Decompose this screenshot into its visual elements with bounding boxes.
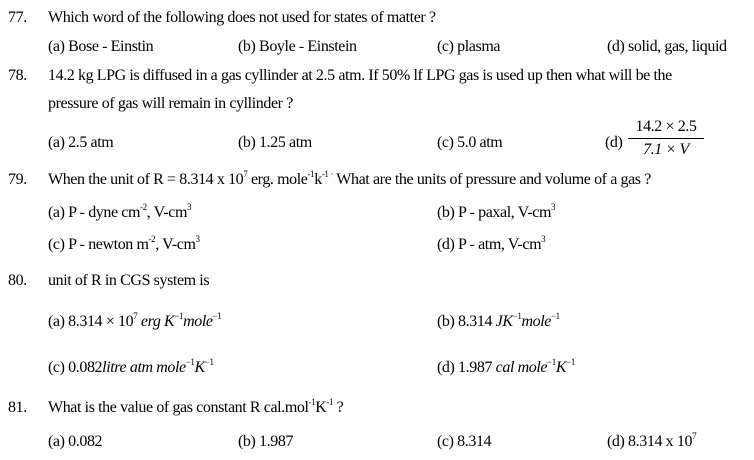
option-d: (d) 1.987 cal $mole^{-1}K^{-1}$ [437,357,575,376]
question-text-continued: pressure of gas will remain in cyllinder ? [48,95,293,112]
fraction-numerator: 14.2 × 2.5 [628,118,704,139]
option-a: (a) 0.082 [48,433,103,450]
option-c: (c) 8.314 [437,433,492,450]
option-d: (d) 8.314 x $10^7$ [607,431,697,450]
question-text: 14.2 kg LPG is diffused in a gas cyllinder at 2.5 atm. If 50% lf LPG gas is used up then what will be the [48,67,672,84]
option-c: (c) plasma [437,38,501,55]
question-number: 77. [8,9,27,26]
option-d: (d) P - atm, $V-cm^3$ [437,234,546,253]
question-number: 78. [8,67,27,84]
option-a: (a) Bose - Einstin [48,38,154,55]
question-text: What is the value of gas constant R $cal.mol^{-1}K^{-1}$ ? [48,397,344,416]
option-b: (b) 1.25 atm [238,134,312,151]
option-a: (a) P - dyne $cm^{-2}$, $V-cm^3$ [48,202,192,221]
question-text: unit of R in CGS system is [48,272,210,289]
option-b: (b) Boyle - Einstein [238,38,357,55]
fraction-denominator: 7.1 × V [643,141,689,158]
question-text: Which word of the following does not used for states of matter ? [48,9,436,26]
option-a: (a) $8.314 \times 10^7$ erg $K^{-1}mole^{-1}$ [48,311,222,330]
option-b: (b) 8.314 $JK^{-1}mole^{-1}$ [437,311,560,330]
option-c: (c) P - newton $m^{-2}$, $V-cm^3$ [48,234,200,253]
question-number: 80. [8,272,27,289]
option-b: (b) P - paxal, $V-cm^3$ [437,202,556,221]
question-number: 79. [8,171,27,188]
option-d: (d) [605,134,623,151]
question-text: When the unit of R = 8.314 x $10^7$ erg. $mole^{-1}k^{-1 \cdot}$ What are the units of pressure and volume of a gas ? [48,169,651,188]
option-c: (c) 5.0 atm [437,134,503,151]
option-d: (d) solid, gas, liquid [607,38,727,55]
option-c: (c) 0.082litre atm $mole^{-1}K^{-1}$ [48,357,214,376]
option-d-fraction [628,118,704,159]
option-b: (b) 1.987 [238,433,294,450]
option-a: (a) 2.5 atm [48,134,114,151]
question-number: 81. [8,399,27,416]
